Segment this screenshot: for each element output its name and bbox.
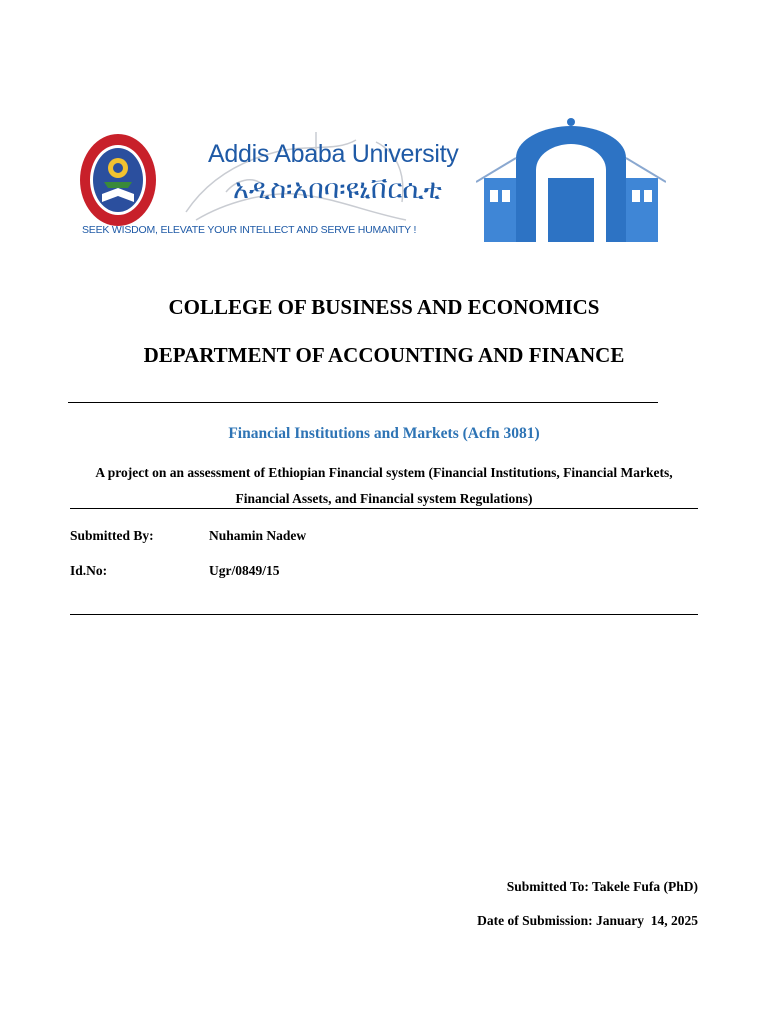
department-name: DEPARTMENT OF ACCOUNTING AND FINANCE [143, 343, 625, 367]
university-motto: SEEK WISDOM, ELEVATE YOUR INTELLECT AND SERVE HUMANITY ! [82, 224, 417, 236]
college-name: COLLEGE OF BUSINESS AND ECONOMICS [168, 295, 600, 319]
divider-line [70, 508, 698, 509]
id-number-label: Id.No: [70, 563, 108, 578]
id-number-value: Ugr/0849/15 [209, 563, 280, 578]
course-title: Financial Institutions and Markets (Acfn 3081) [228, 425, 540, 442]
university-banner [78, 118, 668, 248]
university-building-graphic [476, 118, 666, 242]
divider-line [70, 614, 698, 615]
university-seal-logo [78, 132, 158, 228]
project-title: A project on an assessment of Ethiopian Financial system (Financial Institutions, Financial Markets, Financial Assets, and Financial system Regulations) [95, 465, 673, 506]
date-of-submission: Date of Submission: January 14, 2025 [477, 913, 698, 928]
submitted-to: Submitted To: Takele Fufa (PhD) [506, 879, 698, 894]
divider-line [68, 402, 658, 403]
university-name-english: Addis Ababa University [208, 140, 459, 168]
submitted-by-label: Submitted By: [70, 528, 154, 543]
university-name-amharic: አዲስ፡አበባ፡ዩኒቨርሲቲ [233, 174, 442, 205]
submitted-by-value: Nuhamin Nadew [209, 528, 307, 543]
